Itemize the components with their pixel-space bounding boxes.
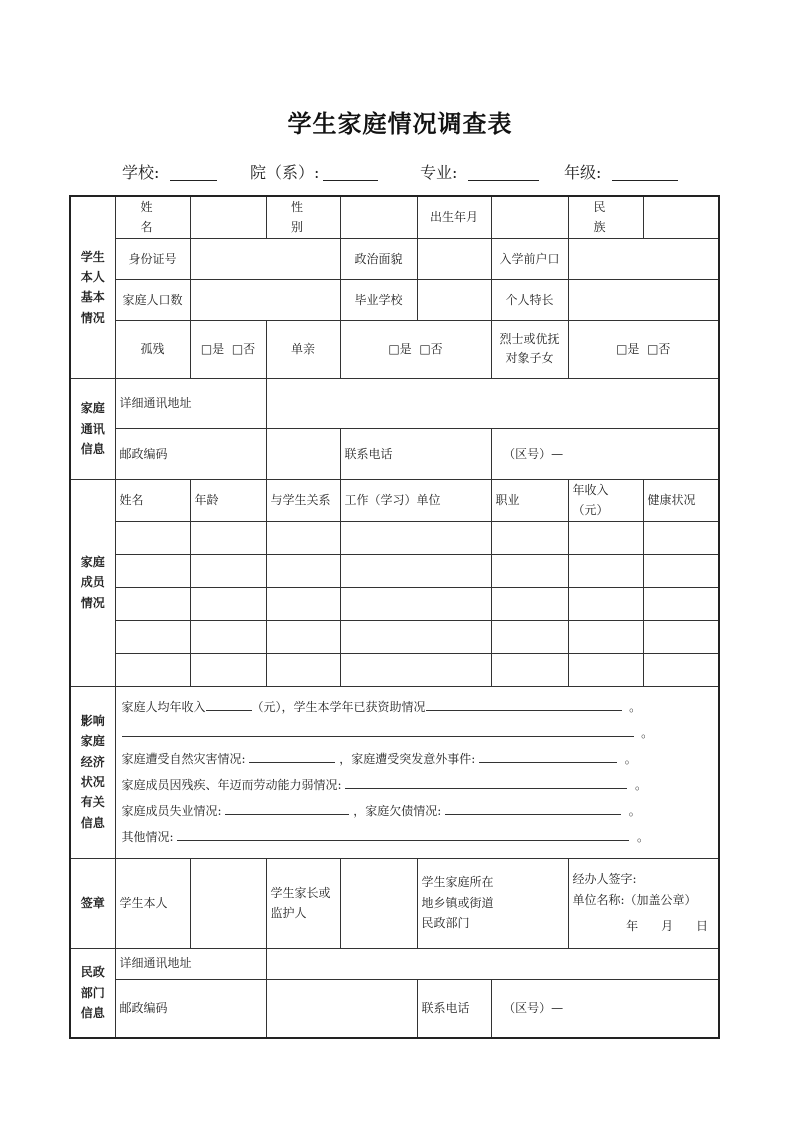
input-specialty[interactable] [568,279,719,320]
grade-label: 年级: [564,163,602,182]
unit-label: 单位名称:（加盖公章） [572,892,697,907]
label-orphan: 孤残 [115,320,190,378]
survey-table [69,195,720,1039]
input-hukou[interactable] [568,238,719,279]
member-header-name: 姓名 [115,479,190,521]
input-civil-postcode[interactable] [266,979,417,1038]
member-row[interactable] [70,521,719,554]
orphan-checkboxes[interactable]: □是 □否 [190,320,266,378]
grade-field[interactable] [612,180,678,181]
martyr-checkboxes[interactable]: □是 □否 [568,320,719,378]
school-field[interactable] [170,180,217,181]
input-postcode[interactable] [266,428,340,479]
disability-field[interactable] [345,776,627,789]
member-header-job: 职业 [491,479,568,521]
label-name: 姓 名 [115,196,190,238]
major-label: 专业: [420,163,458,182]
input-grad-school[interactable] [417,279,491,320]
member-header-health: 健康状况 [643,479,719,521]
input-household[interactable] [190,279,340,320]
member-row[interactable] [70,587,719,620]
section-impact: 影响家庭经济状况有关信息 [70,686,115,858]
aid-field[interactable] [426,698,622,711]
dept-field[interactable] [323,180,378,181]
label-political: 政治面貌 [340,238,417,279]
label-phone: 联系电话 [340,428,491,479]
label-civil-postcode: 邮政编码 [115,979,266,1038]
label-sign-guardian: 学生家长或监护人 [266,858,340,948]
label-sign-student: 学生本人 [115,858,190,948]
disaster-field[interactable] [249,750,335,763]
impact-line-5: 家庭成员失业情况: ，家庭欠债情况: 。 [121,804,641,819]
label-address: 详细通讯地址 [115,378,266,428]
section-members: 家庭成员情况 [70,479,115,686]
impact-block [115,686,719,858]
section-civil: 民政部门信息 [70,948,115,1038]
accident-field[interactable] [479,750,617,763]
member-header-relation: 与学生关系 [266,479,340,521]
input-ethnic[interactable] [643,196,719,238]
label-hukou: 入学前户口 [491,238,568,279]
label-birth: 出生年月 [417,196,491,238]
sign-student-field[interactable] [190,858,266,948]
label-civil-address: 详细通讯地址 [115,948,266,979]
input-civil-phone[interactable]: （区号）— [491,979,719,1038]
impact-line-1: 家庭人均年收入 （元），学生本学年已获资助情况 。 [121,700,642,715]
input-name[interactable] [190,196,266,238]
label-gender: 性 别 [266,196,340,238]
impact-line-3: 家庭遭受自然灾害情况: ，家庭遭受突发意外事件: 。 [121,752,637,767]
sign-civil-block[interactable] [568,858,719,948]
label-martyr: 烈士或优抚对象子女 [491,320,568,378]
impact-line-2: 。 [122,720,713,746]
income-field[interactable] [206,698,252,711]
member-row[interactable] [70,554,719,587]
label-postcode: 邮政编码 [115,428,266,479]
member-header-age: 年龄 [190,479,266,521]
label-sign-civil: 学生家庭所在地乡镇或街道民政部门 [417,858,568,948]
page-title: 学生家庭情况调查表 [287,110,513,138]
input-birth[interactable] [491,196,568,238]
section-contact: 家庭通讯信息 [70,378,115,479]
label-specialty: 个人特长 [491,279,568,320]
aid-field-2[interactable] [122,724,634,737]
label-civil-phone: 联系电话 [417,979,491,1038]
input-id[interactable] [190,238,340,279]
school-label: 学校: [122,163,160,182]
sign-guardian-field[interactable] [340,858,417,948]
label-household: 家庭人口数 [115,279,190,320]
single-checkboxes[interactable]: □是 □否 [340,320,491,378]
label-ethnic: 民 族 [568,196,643,238]
member-header-income: 年收入（元） [568,479,643,521]
impact-line-6: 其他情况: 。 [121,830,650,845]
dept-label: 院（系）: [250,163,320,182]
input-political[interactable] [417,238,491,279]
debt-field[interactable] [445,802,621,815]
major-field[interactable] [468,180,539,181]
unemployment-field[interactable] [225,802,349,815]
impact-line-4: 家庭成员因残疾、年迈而劳动能力弱情况: 。 [121,778,648,793]
handler-label: 经办人签字: [572,872,637,887]
input-address[interactable] [266,378,719,428]
date-line: 年 月 日 [626,919,708,934]
input-civil-address[interactable] [266,948,719,979]
member-row[interactable] [70,620,719,653]
input-gender[interactable] [340,196,417,238]
other-field[interactable] [177,828,629,841]
member-row[interactable] [70,653,719,686]
section-sign: 签章 [70,858,115,948]
label-single: 单亲 [266,320,340,378]
input-phone[interactable]: （区号）— [491,428,719,479]
section-student: 学生本人基本情况 [70,196,115,378]
label-id: 身份证号 [115,238,190,279]
label-grad-school: 毕业学校 [340,279,417,320]
member-header-workplace: 工作（学习）单位 [340,479,491,521]
